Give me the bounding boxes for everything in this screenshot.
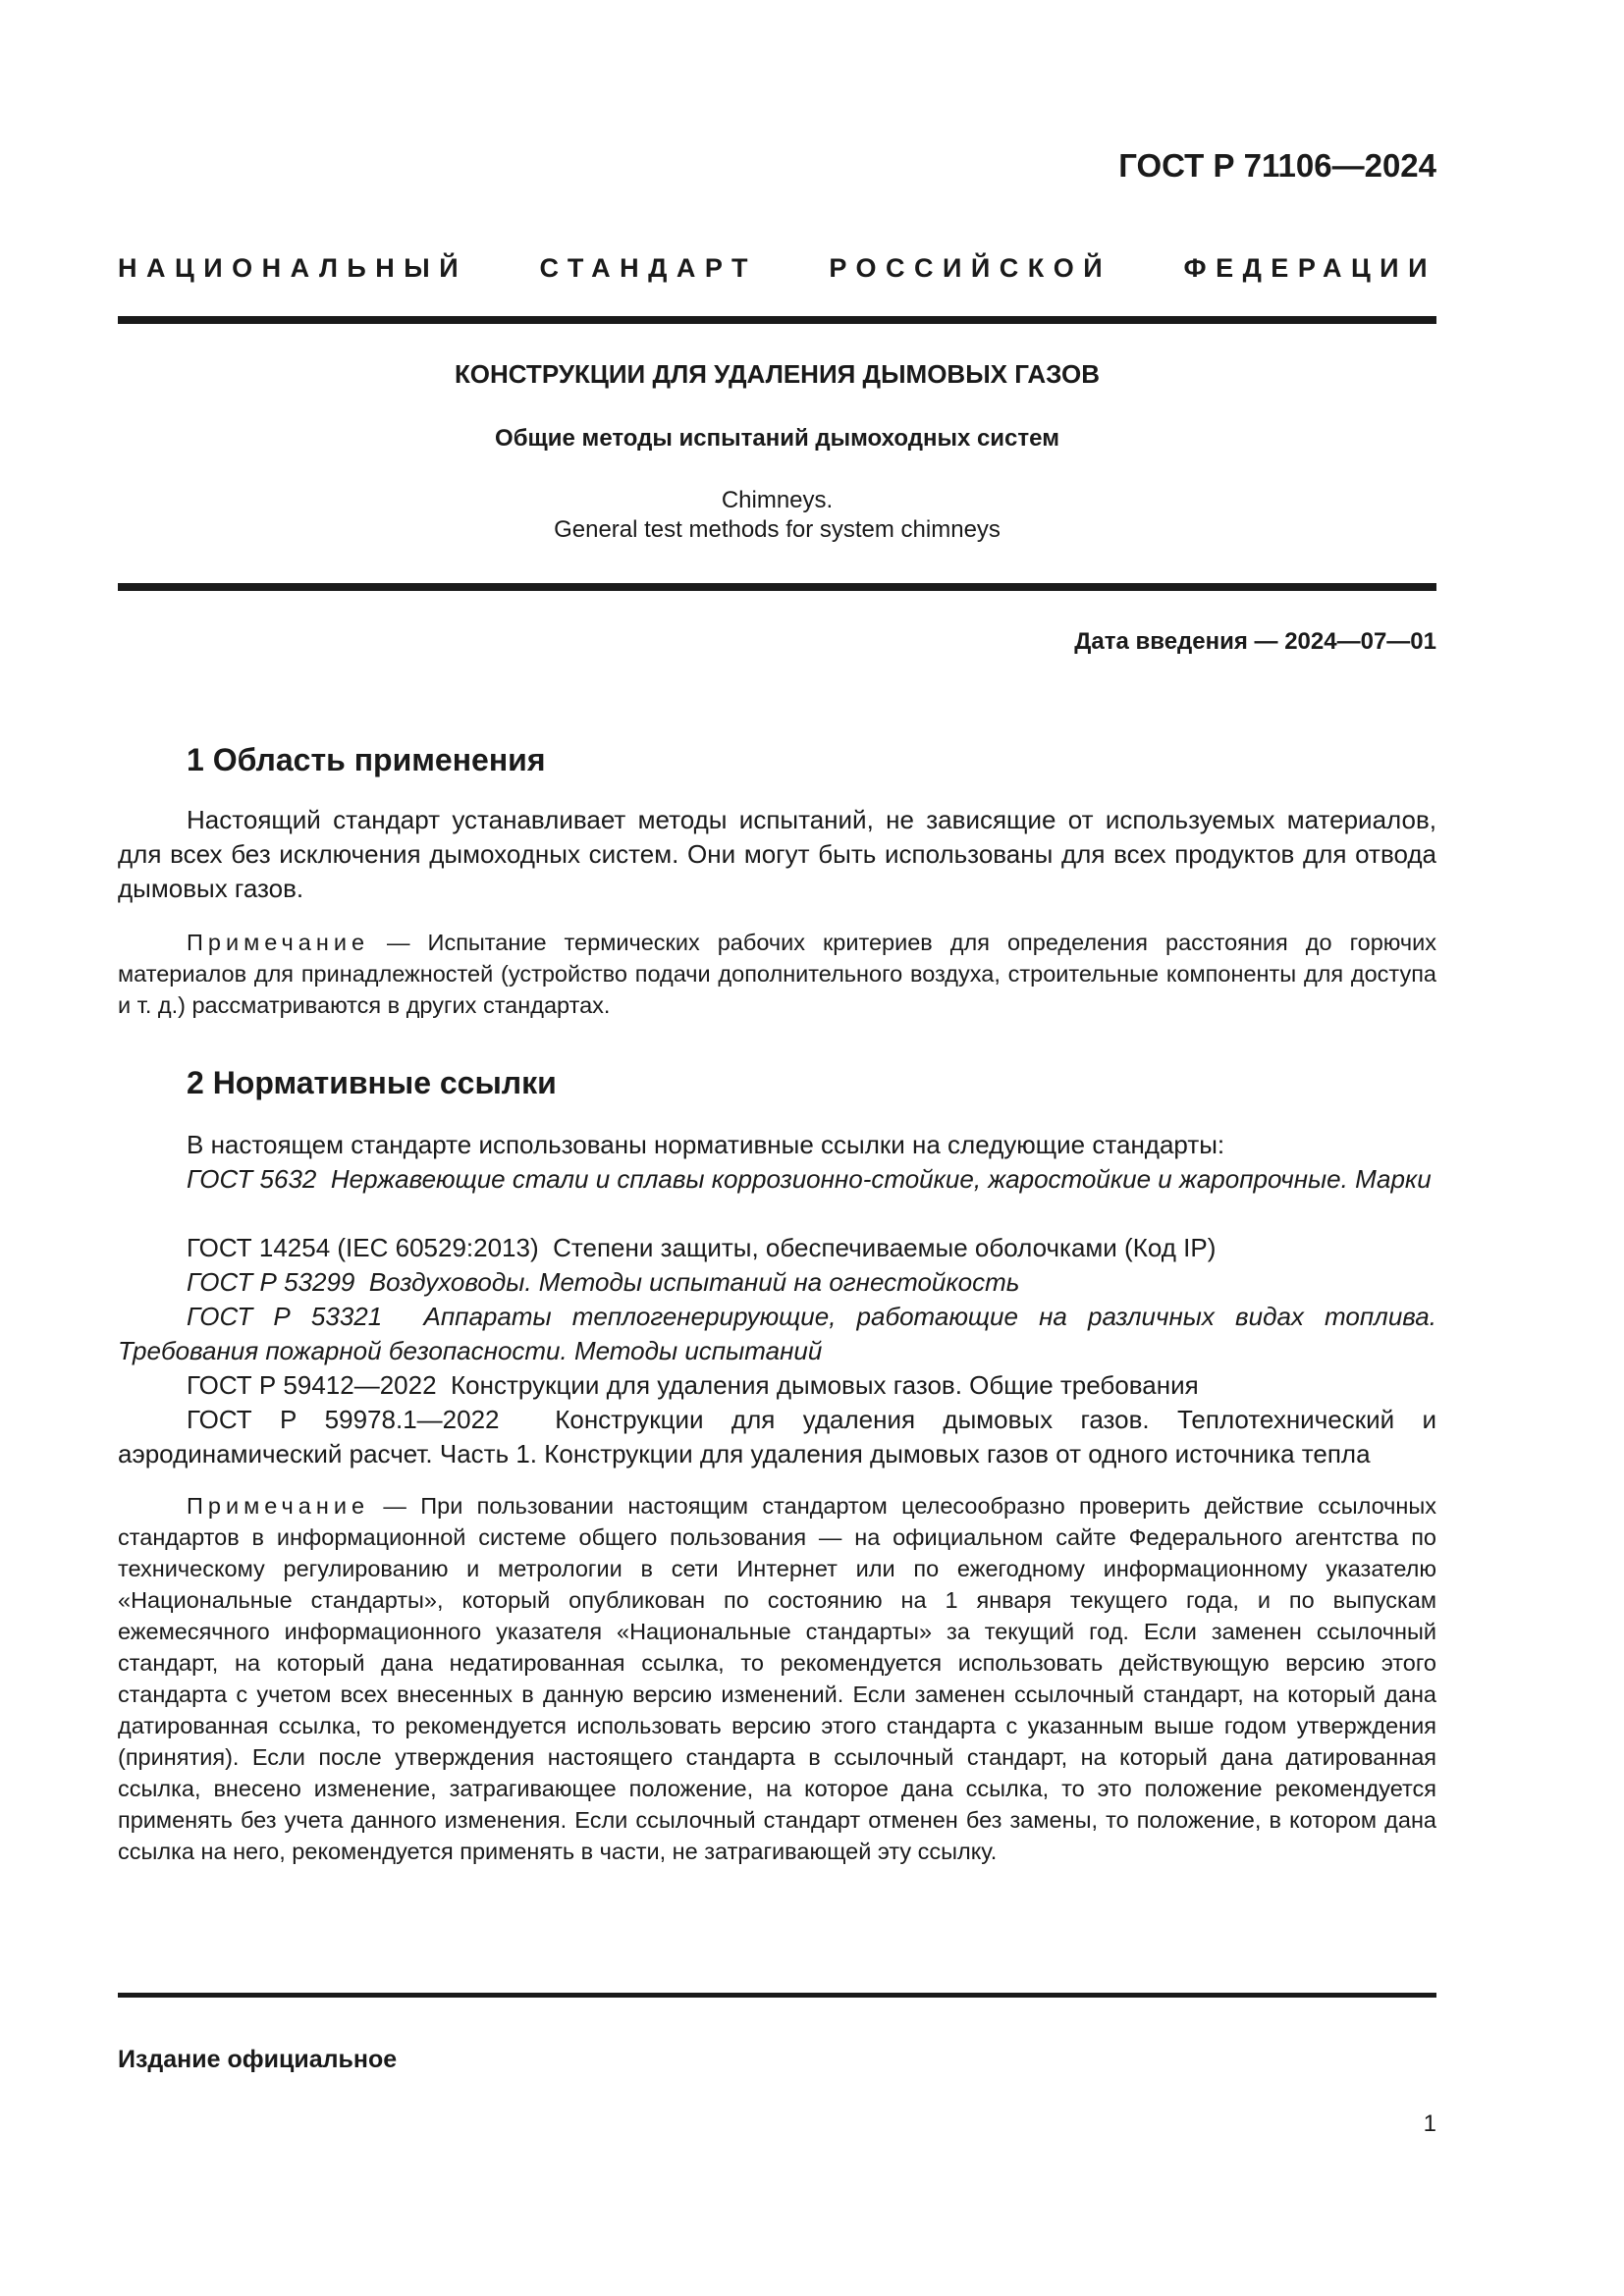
page-number: 1 — [1423, 2110, 1436, 2137]
reference-item — [118, 1265, 1436, 1300]
reference-title: Конструкции для удаления дымовых газов. Общие требования — [451, 1370, 1199, 1400]
footer-divider — [118, 1993, 1436, 1998]
section-1-paragraph: Настоящий стандарт устанавливает методы испытаний, не зависящие от используемых материалов, для всех без исключения дымоходных систем. Они могут быть использованы для всех продуктов для отвода дымовых газов. — [118, 805, 1436, 903]
document-subtitle: Общие методы испытаний дымоходных систем — [495, 425, 1059, 452]
note-label: Примечание — [187, 930, 370, 955]
note-text: — Испытание термических рабочих критериев для определения расстояния до горючих материалов для принадлежностей (устройство подачи дополнительного воздуха, строительные компоненты для доступа и т. д.) рассматриваются в других стандартах. — [118, 930, 1436, 1018]
reference-code: ГОСТ 14254 (IEC 60529:2013) — [187, 1233, 539, 1262]
introduction-date: Дата введения — 2024—07—01 — [1074, 628, 1436, 655]
section-2-note — [118, 1490, 1436, 1867]
reference-code: ГОСТ Р 53299 — [187, 1267, 355, 1297]
reference-item — [118, 1231, 1436, 1265]
reference-title: Воздуховоды. Методы испытаний на огнестойкость — [368, 1267, 1020, 1297]
section-1-heading: 1 Область применения — [187, 742, 546, 777]
reference-title: Конструкции для удаления дымовых газов. Теплотехнический и аэродинамический расчет. Часть 1. Конструкции для удаления дымовых газов от одного источника тепла — [118, 1405, 1437, 1468]
english-title-line-1: Chimneys. — [721, 487, 834, 513]
reference-item — [118, 1162, 1436, 1197]
reference-item — [118, 1403, 1436, 1471]
reference-item — [118, 1368, 1436, 1403]
reference-title: Степени защиты, обеспечиваемые оболочками (Код IP) — [553, 1233, 1217, 1262]
note-label: Примечание — [187, 1493, 370, 1519]
reference-title: Нержавеющие стали и сплавы коррозионно-стойкие, жаростойкие и жаропрочные. Марки — [330, 1164, 1432, 1194]
official-edition-label: Издание официальное — [118, 2046, 398, 2073]
reference-item — [118, 1300, 1436, 1368]
note-text: — При пользовании настоящим стандартом целесообразно проверить действие ссылочных стандартов в информационной системе общего пользования — на официальном сайте Федерального агентства по техническому регулированию и метрологии в сети Интернет или по ежегодному информационному указателю «Национальные стандарты», который опубликован по состоянию на 1 января текущего года, и по выпускам ежемесячного информационного указателя «Национальные стандарты» за текущий год. Если заменен ссылочный стандарт, на который дана недатированная ссылка, то рекомендуется использовать действующую версию этого стандарта с учетом всех внесенных в данную версию изменений. Если заменен ссылочный стандарт, на который дана датированная ссылка, то рекомендуется использовать версию этого стандарта с указанным выше годом утверждения (принятия). Если после утверждения настоящего стандарта в ссылочный стандарт, на который дана датированная ссылка, внесено изменение, затрагивающее положение, на которое дана ссылка, то это положение рекомендуется применять без учета данного изменения. Если ссылочный стандарт отменен без замены, то положение, в котором дана ссылка на него, рекомендуется применять в части, не затрагивающей эту ссылку. — [118, 1493, 1436, 1864]
section-2-heading: 2 Нормативные ссылки — [187, 1065, 557, 1100]
section-1-note — [118, 927, 1436, 1021]
reference-code: ГОСТ Р 59412—2022 — [187, 1370, 437, 1400]
top-divider — [118, 316, 1436, 324]
title-divider — [118, 583, 1436, 591]
document-title: КОНСТРУКЦИИ ДЛЯ УДАЛЕНИЯ ДЫМОВЫХ ГАЗОВ — [454, 359, 1101, 389]
reference-code: ГОСТ Р 53321 — [187, 1302, 383, 1331]
section-2-intro: В настоящем стандарте использованы нормативные ссылки на следующие стандарты: — [187, 1130, 1225, 1159]
reference-title: Аппараты теплогенерирующие, работающие на различных видах топлива. Требования пожарной безопасности. Методы испытаний — [118, 1302, 1436, 1365]
english-title-line-2: General test methods for system chimneys — [554, 516, 1001, 543]
reference-code: ГОСТ 5632 — [187, 1164, 317, 1194]
national-standard-title: НАЦИОНАЛЬНЫЙ СТАНДАРТ РОССИЙСКОЙ ФЕДЕРАЦИИ — [118, 253, 1436, 283]
reference-code: ГОСТ Р 59978.1—2022 — [187, 1405, 500, 1434]
document-number: ГОСТ Р 71106—2024 — [1118, 147, 1436, 184]
